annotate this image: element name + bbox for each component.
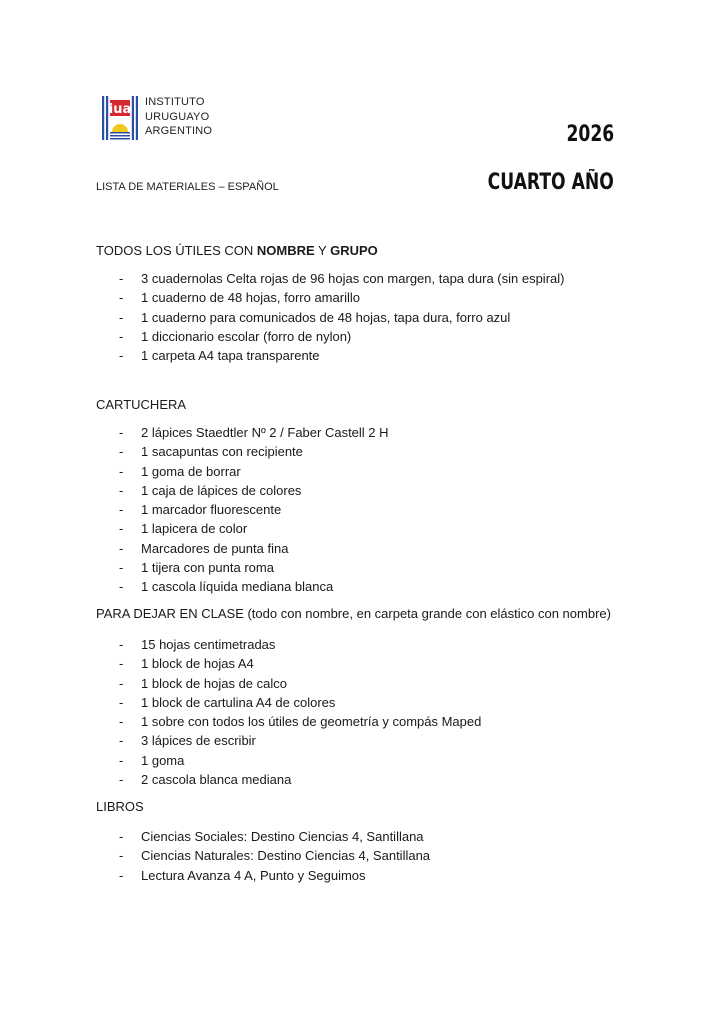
item-text: Ciencias Naturales: Destino Ciencias 4, Santillana <box>141 848 431 864</box>
bullet-dash: - <box>119 733 124 749</box>
item-text: 2 lápices Staedtler Nº 2 / Faber Castell 2 H <box>141 425 389 440</box>
clase-section-heading: PARA DEJAR EN CLASE (todo con nombre, en carpeta grande con elástico con nombre) <box>96 606 611 621</box>
heading-emphasis-name: NOMBRE <box>256 243 315 258</box>
school-logo <box>102 94 232 144</box>
bullet-dash: - <box>119 425 124 440</box>
item-text: 1 cascola líquida mediana blanca <box>141 579 334 595</box>
heading-emphasis-group: GRUPO <box>330 243 378 258</box>
bullet-dash: - <box>119 482 124 498</box>
bullet-dash: - <box>119 290 124 306</box>
bullet-dash: - <box>119 637 124 652</box>
bullet-dash: - <box>119 560 124 576</box>
item-text: Marcadores de punta fina <box>141 540 289 556</box>
item-text: 1 tijera con punta roma <box>141 560 274 576</box>
item-text: 1 caja de lápices de colores <box>141 482 302 498</box>
heading-conjunction: Y <box>314 243 331 258</box>
bullet-dash: - <box>119 348 124 364</box>
year-label: 2026 <box>566 122 614 147</box>
item-text: 1 block de hojas de calco <box>141 675 287 691</box>
general-section-heading <box>96 242 378 259</box>
logo-initials: iua <box>108 102 132 117</box>
item-text: 1 block de cartulina A4 de colores <box>141 694 336 710</box>
school-crest-icon <box>102 94 138 142</box>
bullet-dash: - <box>119 752 124 768</box>
item-text: Lectura Avanza 4 A, Punto y Seguimos <box>141 867 366 883</box>
bullet-dash: - <box>119 772 124 788</box>
bullet-dash: - <box>119 309 124 325</box>
item-text: 3 lápices de escribir <box>141 733 256 749</box>
item-text: 1 block de hojas A4 <box>141 656 254 672</box>
item-text: 15 hojas centimetradas <box>141 637 276 652</box>
heading-prefix: TODOS LOS ÚTILES CON <box>96 243 257 258</box>
bullet-dash: - <box>119 867 124 883</box>
item-text: Ciencias Sociales: Destino Ciencias 4, Santillana <box>141 829 424 844</box>
item-text: 1 sobre con todos los útiles de geometría y compás Maped <box>141 714 482 730</box>
bullet-dash: - <box>119 714 124 730</box>
logo-line-1: INSTITUTO <box>145 96 205 108</box>
cartuchera-section-heading: CARTUCHERA <box>96 397 187 412</box>
bullet-dash: - <box>119 463 124 479</box>
bullet-dash: - <box>119 502 124 518</box>
bullet-dash: - <box>119 271 124 286</box>
bullet-dash: - <box>119 829 124 844</box>
logo-wordmark <box>145 95 212 139</box>
item-text: 1 goma de borrar <box>141 463 241 479</box>
logo-line-2: URUGUAYO <box>145 110 210 123</box>
item-text: 1 sacapuntas con recipiente <box>141 444 303 460</box>
bullet-dash: - <box>119 675 124 691</box>
bullet-dash: - <box>119 848 124 864</box>
bullet-dash: - <box>119 328 124 344</box>
document-title: LISTA DE MATERIALES – ESPAÑOL <box>96 181 279 193</box>
grade-label: CUARTO AÑO <box>487 170 614 195</box>
bullet-dash: - <box>119 521 124 537</box>
item-text: 1 marcador fluorescente <box>141 502 282 518</box>
bullet-dash: - <box>119 579 124 595</box>
bullet-dash: - <box>119 444 124 460</box>
item-text: 1 diccionario escolar (forro de nylon) <box>141 328 352 344</box>
item-text: 1 lapicera de color <box>141 521 248 537</box>
logo-line-3: ARGENTINO <box>145 125 213 137</box>
bullet-dash: - <box>119 656 124 672</box>
item-text: 2 cascola blanca mediana <box>141 772 292 788</box>
item-text: 1 carpeta A4 tapa transparente <box>141 348 320 364</box>
item-text: 1 goma <box>141 752 185 768</box>
item-text: 1 cuaderno para comunicados de 48 hojas, tapa dura, forro azul <box>141 309 511 325</box>
bullet-dash: - <box>119 540 124 556</box>
item-text: 1 cuaderno de 48 hojas, forro amarillo <box>141 290 360 306</box>
libros-section-heading: LIBROS <box>96 799 144 814</box>
item-text: 3 cuadernolas Celta rojas de 96 hojas con margen, tapa dura (sin espiral) <box>141 271 565 286</box>
bullet-dash: - <box>119 694 124 710</box>
